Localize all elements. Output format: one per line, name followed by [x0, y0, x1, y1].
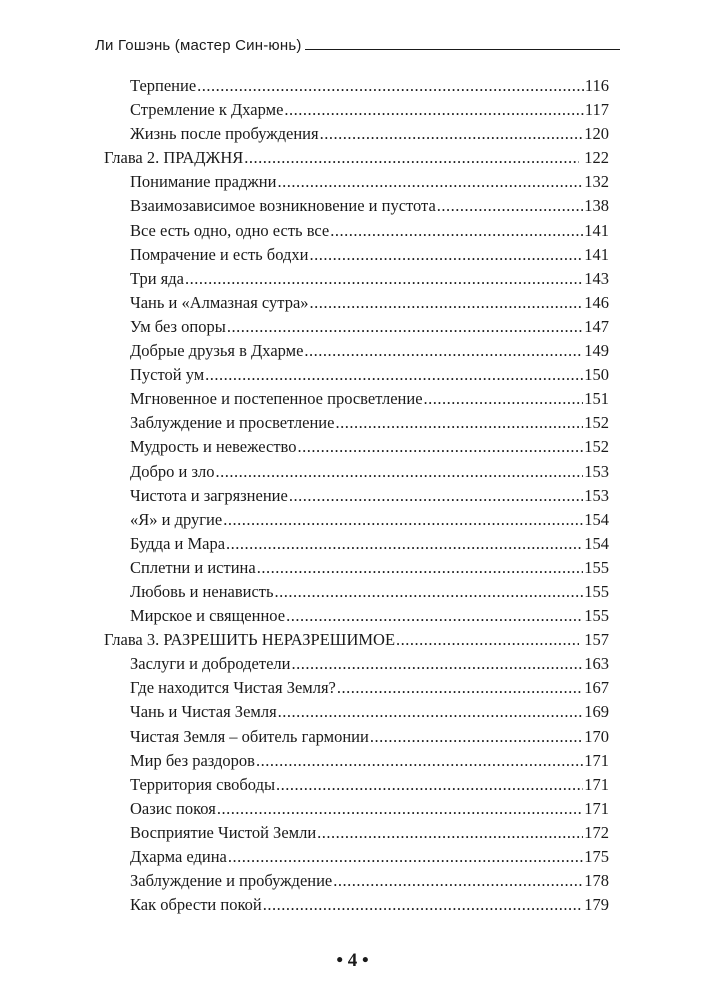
toc-entry-page: 147 — [584, 316, 609, 336]
toc-entry-page: 157 — [584, 630, 609, 650]
toc-entry-page: 132 — [584, 172, 609, 192]
toc-entry-title: Понимание праджни — [130, 172, 277, 192]
toc-entry-page: 155 — [584, 606, 609, 626]
table-of-contents — [104, 76, 609, 919]
toc-entry-page: 171 — [584, 774, 609, 794]
dot-leader — [226, 534, 583, 554]
dot-leader — [223, 510, 583, 530]
toc-entry-page: 178 — [584, 871, 609, 891]
toc-entry-page: 138 — [584, 196, 609, 216]
header-rule — [305, 49, 620, 50]
toc-entry — [104, 245, 609, 269]
toc-entry-title: Любовь и ненависть — [130, 581, 274, 601]
toc-entry-page: 143 — [584, 268, 609, 288]
toc-entry — [104, 871, 609, 895]
toc-entry — [104, 389, 609, 413]
toc-entry — [104, 751, 609, 775]
toc-entry — [104, 413, 609, 437]
toc-entry — [104, 799, 609, 823]
dot-leader — [275, 582, 584, 602]
page-number: • 4 • — [336, 950, 369, 971]
dot-leader — [277, 172, 583, 192]
toc-entry-page: 146 — [584, 292, 609, 312]
toc-entry — [104, 702, 609, 726]
dot-leader — [317, 823, 583, 843]
toc-entry — [104, 582, 609, 606]
toc-entry-page: 163 — [584, 654, 609, 674]
toc-entry-page: 175 — [584, 847, 609, 866]
toc-entry-title: Стремление к Дхарме — [130, 100, 284, 120]
toc-entry-title: Восприятие Чистой Земли — [130, 822, 317, 842]
toc-entry-title: Ум без опоры — [130, 316, 226, 336]
toc-entry-page: 120 — [584, 124, 609, 144]
dot-leader — [370, 727, 583, 747]
toc-entry — [104, 534, 609, 558]
toc-entry-title: Взаимозависимое возникновение и пустота — [130, 196, 436, 216]
toc-entry-title: Глава 3. РАЗРЕШИТЬ НЕРАЗРЕШИМОЕ — [104, 630, 396, 650]
toc-entry — [104, 510, 609, 534]
toc-entry-page: 179 — [584, 895, 609, 915]
toc-entry-title: Три яда — [130, 268, 184, 288]
toc-entry — [104, 365, 609, 389]
dot-leader — [263, 895, 584, 915]
dot-leader — [309, 245, 583, 265]
toc-entry-page: 172 — [584, 822, 609, 842]
dot-leader — [320, 124, 584, 144]
toc-entry — [104, 847, 609, 871]
toc-entry — [104, 76, 609, 100]
toc-entry — [104, 727, 609, 751]
toc-entry — [104, 221, 609, 245]
dot-leader — [330, 221, 583, 241]
dot-leader — [291, 654, 583, 674]
toc-entry — [104, 172, 609, 196]
dot-leader — [297, 437, 583, 457]
dot-leader — [257, 558, 584, 578]
toc-entry-title: Чань и «Алмазная сутра» — [130, 292, 309, 312]
toc-entry — [104, 437, 609, 461]
toc-entry-page: 169 — [584, 702, 609, 722]
toc-entry-page: 154 — [584, 533, 609, 553]
toc-entry-title: Помрачение и есть бодхи — [130, 244, 309, 264]
toc-entry-page: 152 — [584, 413, 609, 433]
dot-leader — [424, 389, 584, 409]
toc-entry-page: 171 — [584, 750, 609, 770]
dot-leader — [335, 413, 583, 433]
toc-entry-title: Мирское и священное — [130, 606, 286, 626]
toc-entry — [104, 486, 609, 510]
toc-entry — [104, 558, 609, 582]
dot-leader — [284, 100, 583, 120]
toc-entry — [104, 317, 609, 341]
dot-leader — [337, 678, 583, 698]
toc-entry — [104, 775, 609, 799]
dot-leader — [227, 317, 583, 337]
dot-leader — [286, 606, 583, 626]
toc-entry-title: «Я» и другие — [130, 509, 223, 529]
toc-entry — [104, 341, 609, 365]
toc-entry-page: 141 — [584, 220, 609, 240]
toc-entry-title: Дхарма едина — [130, 847, 227, 866]
toc-entry — [104, 100, 609, 124]
toc-entry-title: Пустой ум — [130, 365, 205, 385]
toc-entry-page: 141 — [584, 244, 609, 264]
toc-entry-page: 170 — [584, 726, 609, 746]
toc-entry-title: Все есть одно, одно есть все — [130, 220, 330, 240]
toc-entry — [104, 654, 609, 678]
toc-entry-title: Оазис покоя — [130, 798, 216, 818]
dot-leader — [228, 847, 583, 867]
toc-entry-page: 171 — [584, 798, 609, 818]
toc-entry-title: Жизнь после пробуждения — [130, 124, 319, 144]
toc-entry-title: Мгновенное и постепенное просветление — [130, 389, 423, 409]
toc-entry-page: 116 — [584, 76, 609, 95]
toc-entry — [104, 196, 609, 220]
toc-entry — [104, 606, 609, 630]
dot-leader — [205, 365, 583, 385]
toc-entry-title: Добро и зло — [130, 461, 215, 481]
dot-leader — [310, 293, 584, 313]
dot-leader — [185, 269, 583, 289]
dot-leader — [289, 486, 583, 506]
toc-entry — [104, 678, 609, 702]
toc-entry-page: 151 — [584, 389, 609, 409]
toc-entry — [104, 895, 609, 919]
dot-leader — [244, 148, 579, 168]
toc-entry-title: Чань и Чистая Земля — [130, 702, 277, 722]
dot-leader — [304, 341, 583, 361]
dot-leader — [396, 630, 579, 650]
toc-entry-title: Где находится Чистая Земля? — [130, 678, 336, 698]
toc-entry-page: 149 — [584, 341, 609, 361]
toc-entry — [104, 462, 609, 486]
toc-entry-title: Терпение — [130, 76, 197, 95]
dot-leader — [278, 702, 584, 722]
toc-entry — [104, 823, 609, 847]
toc-entry-title: Чистота и загрязнение — [130, 485, 288, 505]
dot-leader — [256, 751, 583, 771]
toc-entry — [104, 269, 609, 293]
dot-leader — [437, 196, 583, 216]
toc-entry-title: Заблуждение и пробуждение — [130, 871, 333, 891]
toc-chapter-entry — [104, 630, 609, 654]
toc-entry-page: 154 — [584, 509, 609, 529]
toc-entry-title: Добрые друзья в Дхарме — [130, 341, 304, 361]
toc-entry-title: Заслуги и добродетели — [130, 654, 291, 674]
toc-entry-title: Заблуждение и просветление — [130, 413, 335, 433]
toc-entry-title: Как обрести покой — [130, 895, 262, 915]
dot-leader — [197, 76, 584, 96]
toc-entry-title: Сплетни и истина — [130, 557, 256, 577]
toc-entry-page: 150 — [584, 365, 609, 385]
toc-entry-title: Мир без раздоров — [130, 750, 255, 770]
toc-entry-page: 153 — [584, 461, 609, 481]
toc-entry — [104, 293, 609, 317]
toc-entry — [104, 124, 609, 148]
toc-entry-page: 155 — [584, 557, 609, 577]
toc-entry-page: 153 — [584, 485, 609, 505]
toc-entry-title: Территория свободы — [130, 774, 276, 794]
dot-leader — [217, 799, 583, 819]
toc-entry-page: 155 — [584, 581, 609, 601]
toc-entry-page: 167 — [584, 678, 609, 698]
dot-leader — [276, 775, 583, 795]
toc-entry-page: 152 — [584, 437, 609, 457]
toc-entry-page: 117 — [584, 100, 609, 120]
toc-entry-page: 122 — [584, 148, 609, 168]
running-head: Ли Гошэнь (мастер Син-юнь) — [95, 37, 302, 54]
toc-entry-title: Мудрость и невежество — [130, 437, 297, 457]
toc-chapter-entry — [104, 148, 609, 172]
dot-leader — [333, 871, 583, 891]
toc-entry-title: Глава 2. ПРАДЖНЯ — [104, 148, 244, 168]
toc-entry-title: Будда и Мара — [130, 533, 226, 553]
dot-leader — [215, 462, 583, 482]
toc-entry-title: Чистая Земля – обитель гармонии — [130, 726, 369, 746]
